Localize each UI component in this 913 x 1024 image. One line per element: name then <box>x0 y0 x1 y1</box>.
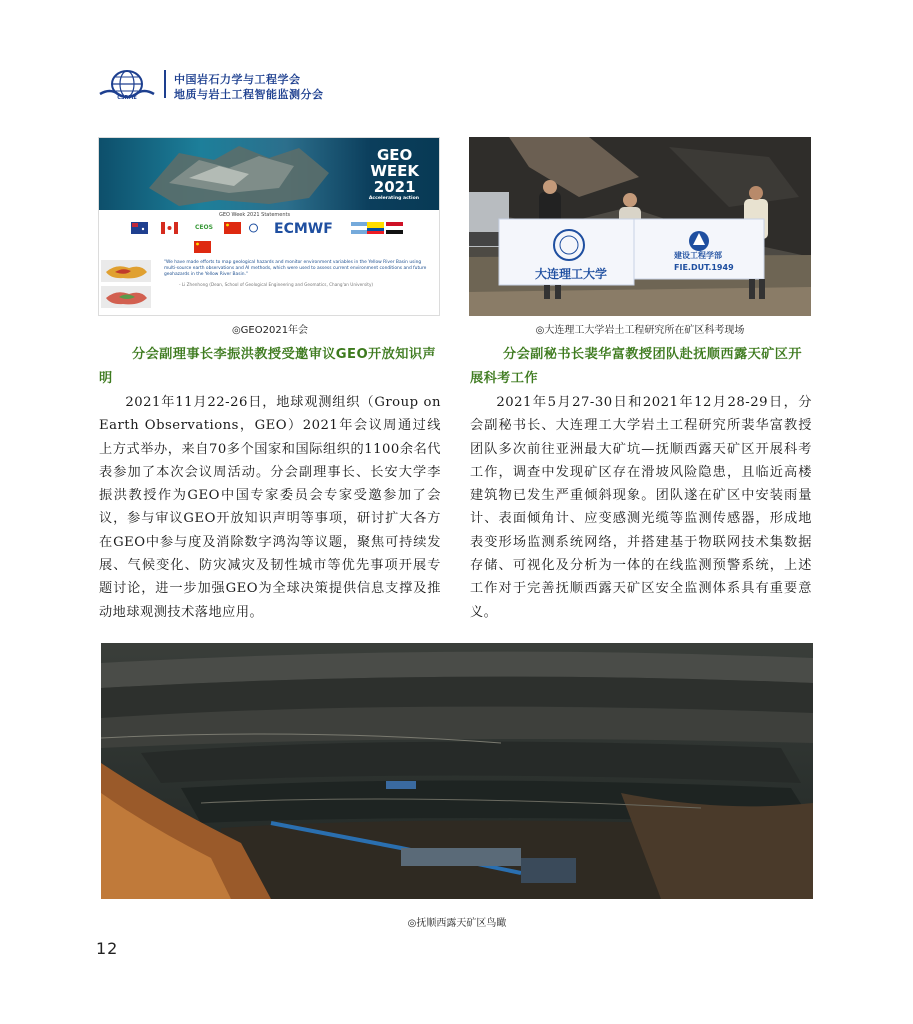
right-article-title: 分会副秘书长裴华富教授团队赴抚顺西露天矿区开展科考工作 <box>470 347 802 386</box>
geo-photo-caption: ◎GEO2021年会 <box>231 325 309 336</box>
journal-header <box>98 66 398 102</box>
australia-flag-icon <box>131 222 148 234</box>
geo-banner <box>99 138 439 210</box>
team-photo-caption: ◎大连理工大学岩土工程研究所在矿区科考现场 <box>535 325 745 336</box>
left-article-body: 2021年11月22-26日，地球观测组织（Group on Earth Observations，GEO）2021年会议周通过线上方式举办，来自70多个国家和国际组织的1100余名代表参加了本次会议周活动。分会副理事长、长安大学李振洪教授作为GEO中国专家委员会专家受邀参加了会议，参与审议GEO开放知识声明等事项，研讨扩大各方在GEO中参与度及消除数字鸿沟等议题，聚焦可持续发展、气候变化、防灾减灾及韧性城市等优先事项开展专题讨论，进一步加强GEO为全球决策提供信息支撑及推动地球观测技术落地应用。 <box>99 395 441 620</box>
field-team-photo <box>469 137 811 316</box>
hazard-map-thumbnail-1 <box>101 260 151 282</box>
statement-author: - Li Zhenhong (Dean, School of Geological Engineering and Geomatics, Chang'an University) <box>179 282 374 287</box>
right-article-body: 2021年5月27-30日和2021年12月28-29日，分会副秘书长、大连理工大学岩土工程研究所裴华富教授团队多次前往亚洲最大矿坑—抚顺西露天矿区开展科考工作，调查中发现矿区存在滑坡风险隐患，且临近高楼建筑物已发生严重倾斜现象。团队遂在矿区中安装雨量计、表面倾角计、应变感测光缆等监测传感器，形成地表变形场监测系统网络，并搭建基于物联网技术集数据存储、可视化及分析为一体的在线监测预警系统，上述工作对于完善抚顺西露天矿区安全监测体系具有重要意义。 <box>470 395 812 620</box>
branch-name: 地质与岩土工程智能监测分会 <box>174 88 324 101</box>
header-divider <box>164 70 166 98</box>
right-article <box>470 343 812 624</box>
argentina-flag-icon <box>351 222 368 234</box>
canada-flag-icon <box>161 222 178 234</box>
ecmwf-logo: ECMWF <box>274 221 333 237</box>
ceos-logo: CEOS <box>195 224 213 231</box>
field-scene <box>469 137 811 316</box>
china-flag-icon-2 <box>194 241 211 253</box>
island-graphic <box>129 138 369 210</box>
society-name: 中国岩石力学与工程学会 <box>174 73 301 86</box>
open-pit-mine-aerial-photo <box>101 643 813 899</box>
hazard-map-thumbnail-2 <box>101 286 151 308</box>
geo-week-subtitle: Accelerating action <box>368 196 419 201</box>
geo-week-title: GEO WEEK 2021 <box>370 146 419 196</box>
faculty-banner-code: FIE.DUT.1949 <box>674 263 734 272</box>
faculty-banner-text: 建设工程学部 <box>674 251 722 260</box>
left-article-title: 分会副理事长李振洪教授受邀审议GEO开放知识声明 <box>99 347 436 386</box>
logo-text: CSRME <box>117 95 137 100</box>
left-article <box>99 343 441 624</box>
mine-scene <box>101 643 813 899</box>
statements-label: GEO Week 2021 Statements <box>219 212 291 218</box>
university-banner-text: 大连理工大学 <box>535 267 608 281</box>
mine-photo-caption: ◎抚顺西露天矿区鸟瞰 <box>407 918 507 929</box>
geo-week-image <box>98 137 440 316</box>
china-flag-icon <box>224 222 241 234</box>
society-logo-icon <box>98 66 156 100</box>
page-number: 12 <box>96 939 119 958</box>
earsc-logo-icon <box>245 222 262 234</box>
egypt-flag-icon <box>386 222 403 234</box>
statement-quote: "We have made efforts to map geological hazards and monitor environment variables in the Yellow River Basin using multi-source earth observations and AI methods, which were used to assess current environment conditions and future geohazards in the Yellow River Basin." <box>164 260 427 277</box>
ecuador-flag-icon <box>367 222 384 234</box>
